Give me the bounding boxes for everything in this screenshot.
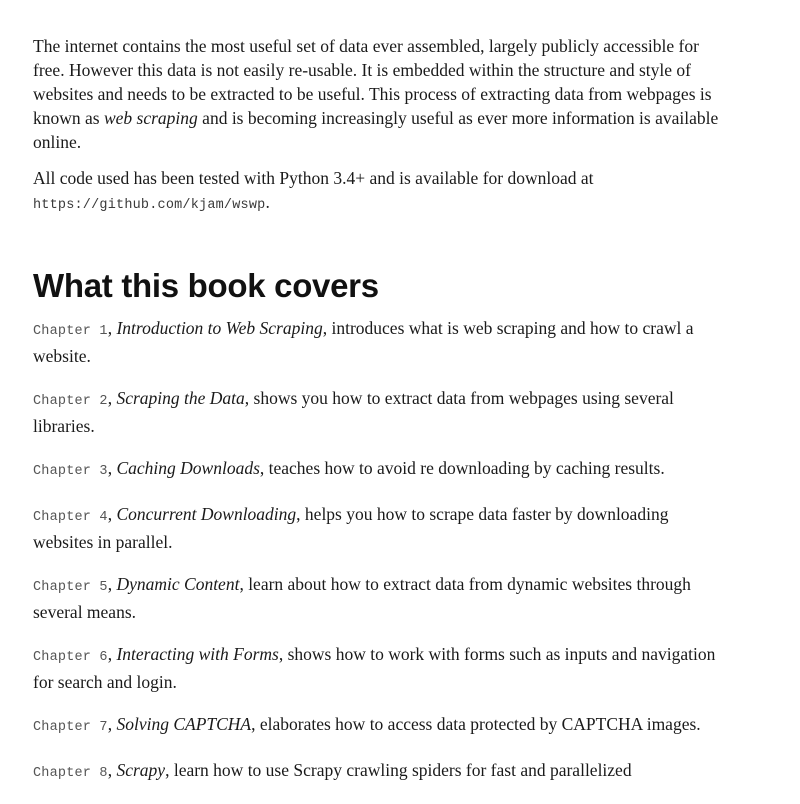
- section-heading: What this book covers: [33, 267, 379, 304]
- chapter-item: Chapter 4, Concurrent Downloading, helps you how to scrape data faster by downloading websites in parallel.: [33, 504, 669, 552]
- chapter-title: Interacting with Forms: [116, 644, 279, 664]
- chapter-item: Chapter 1, Introduction to Web Scraping, introduces what is web scraping and how to crawl a website.: [33, 318, 694, 366]
- intro-text-end: and is becoming increasingly useful as ever more information is available online.: [33, 108, 719, 152]
- intro-paragraph: [33, 34, 723, 154]
- chapter-description: , learn about how to extract data from dynamic websites through several means.: [33, 574, 691, 622]
- chapter-item: Chapter 3, Caching Downloads, teaches how to avoid re downloading by caching results.: [33, 458, 665, 479]
- download-text: All code used has been tested with Python 3.4+ and is available for download at: [33, 168, 594, 188]
- code-download-paragraph: [33, 166, 723, 218]
- chapter-reference: Chapter 8: [33, 766, 108, 781]
- chapter-item: Chapter 5, Dynamic Content, learn about how to extract data from dynamic websites through several means.: [33, 574, 691, 622]
- chapter-description: , introduces what is web scraping and how to crawl a website.: [33, 318, 694, 366]
- chapter-title: Concurrent Downloading: [116, 504, 297, 524]
- chapter-list: [33, 316, 723, 786]
- document-page: [33, 34, 723, 804]
- download-text-end: .: [265, 192, 270, 212]
- chapter-description: , helps you how to scrape data faster by downloading websites in parallel.: [33, 504, 669, 552]
- chapter-reference: Chapter 3: [33, 464, 108, 479]
- chapter-item: Chapter 7, Solving CAPTCHA, elaborates how to access data protected by CAPTCHA images.: [33, 714, 701, 735]
- chapter-title: Solving CAPTCHA: [116, 714, 252, 734]
- chapter-title: Scrapy: [116, 760, 166, 780]
- chapter-reference: Chapter 5: [33, 580, 108, 595]
- repository-url[interactable]: https://github.com/kjam/wswp: [33, 198, 266, 213]
- chapter-reference: Chapter 7: [33, 720, 108, 735]
- chapter-description: , shows you how to extract data from webpages using several libraries.: [33, 388, 674, 436]
- chapter-item: Chapter 2, Scraping the Data, shows you how to extract data from webpages using several libraries.: [33, 388, 674, 436]
- chapter-description: , teaches how to avoid re downloading by caching results.: [259, 458, 665, 478]
- chapter-description: , shows how to work with forms such as inputs and navigation for search and login.: [33, 644, 716, 692]
- chapter-reference: Chapter 4: [33, 510, 108, 525]
- chapter-title: Caching Downloads: [116, 458, 260, 478]
- chapter-title: Introduction to Web Scraping: [116, 318, 323, 338]
- emphasis-web-scraping: web scraping: [103, 108, 198, 128]
- chapter-reference: Chapter 1: [33, 324, 108, 339]
- chapter-item: Chapter 8, Scrapy, learn how to use Scrapy crawling spiders for fast and parallelized: [33, 760, 632, 781]
- chapter-item: Chapter 6, Interacting with Forms, shows how to work with forms such as inputs and navigation for search and login.: [33, 644, 716, 692]
- chapter-title: Dynamic Content: [116, 574, 240, 594]
- chapter-reference: Chapter 2: [33, 394, 108, 409]
- chapter-description: , elaborates how to access data protected by CAPTCHA images.: [251, 714, 701, 734]
- chapter-description: , learn how to use Scrapy crawling spiders for fast and parallelized: [165, 760, 632, 780]
- chapter-reference: Chapter 6: [33, 650, 108, 665]
- intro-text-start: The internet contains the most useful set of data ever assembled, largely publicly accessible for free. However this data is not easily re-usable. It is embedded within the structure and style of websites and needs to be extracted to be useful. This process of extracting data from webpages is known as: [33, 36, 712, 128]
- chapter-title: Scraping the Data: [116, 388, 245, 408]
